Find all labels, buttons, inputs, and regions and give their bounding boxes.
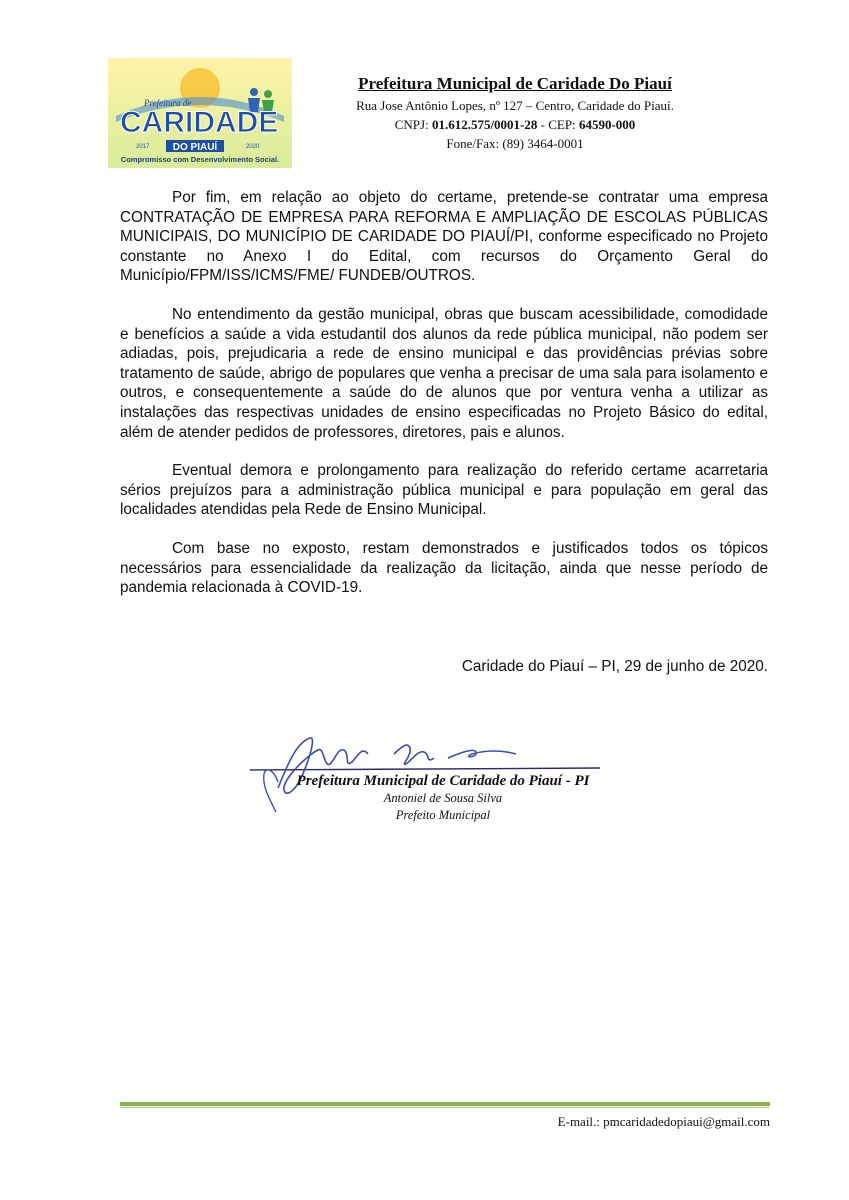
logo-year-right: 2020 xyxy=(246,144,260,150)
org-name: Prefeitura Municipal de Caridade Do Piauí xyxy=(358,74,672,93)
signature-org: Prefeitura Municipal de Caridade do Piauí - PI xyxy=(296,773,590,789)
letter-body xyxy=(120,188,768,617)
municipality-logo xyxy=(108,58,292,168)
paragraph-4: Com base no exposto, restam demonstrados e justificados todos os tópicos necessários para essencialidade da realização da licitação, ainda que nesse período de pandemia relacionada à COVID-19. xyxy=(120,539,768,597)
paragraph-1: Por fim, em relação ao objeto do certame, pretende-se contratar uma empresa CONTRATAÇÃO DE EMPRESA PARA REFORMA E AMPLIAÇÃO DE ESCOLAS PÚBLICAS MUNICIPAIS, DO MUNICÍPIO DE CARIDADE DO PIAUÍ/PI, conforme especificado no Projeto constante no Anexo I do Edital, com recursos do Orçamento Geral do Município/FPM/ISS/ICMS/FME/ FUNDEB/OUTROS. xyxy=(120,189,768,285)
signature-block xyxy=(283,772,603,824)
signature-name: Antoniel de Sousa Silva xyxy=(383,791,503,805)
footer-divider-thin xyxy=(120,1107,770,1108)
logo-big-text: CARIDADE xyxy=(120,106,279,139)
paragraph-3: Eventual demora e prolongamento para realização do referido certame acarretaria sérios prejuízos para a administração pública municipal e para população em geral das localidades atendidas pela Rede de Ensino Municipal. xyxy=(120,462,768,519)
phone: Fone/Fax: (89) 3464-0001 xyxy=(446,136,584,151)
address: Rua Jose Antônio Lopes, nº 127 – Centro, Caridade do Piauí. xyxy=(356,98,674,113)
cep-label: - CEP: xyxy=(540,117,576,132)
cnpj-label: CNPJ: xyxy=(394,117,429,132)
cep-value: 64590-000 xyxy=(578,117,636,132)
signature-role: Prefeito Municipal xyxy=(395,808,491,822)
cnpj-line xyxy=(300,115,730,134)
logo-slogan: Compromisso com Desenvolvimento Social. xyxy=(120,155,280,164)
date-line: Caridade do Piauí – PI, 29 de junho de 2020. xyxy=(461,658,768,675)
cnpj-value: 01.612.575/0001-28 xyxy=(431,117,538,132)
logo-small-text: Prefeitura de xyxy=(144,98,192,108)
logo-year-left: 2017 xyxy=(136,144,150,150)
footer-divider xyxy=(120,1102,770,1106)
paragraph-2: No entendimento da gestão municipal, obras que buscam acessibilidade, comodidade e benefícios a saúde a vida estudantil dos alunos da rede pública municipal, não podem ser adiadas, pois, prejudicaria a rede de ensino municipal e das providências prévias sobre tratamento de saúde, abrigo de populares que venha a precisar de uma sala para isolamento e outros, e consequentemente a saúde do de alunos que por ventura venha a utilizar as instalações das respectivas unidades de ensino especificadas no Projeto Básico do edital, além de atender pedidos de professores, diretores, pais e alunos. xyxy=(120,305,768,441)
logo-sub-text: DO PIAUÍ xyxy=(172,142,218,153)
letterhead xyxy=(300,72,730,153)
footer-email: E-mail.: pmcaridadedopiaui@gmail.com xyxy=(557,1114,770,1129)
